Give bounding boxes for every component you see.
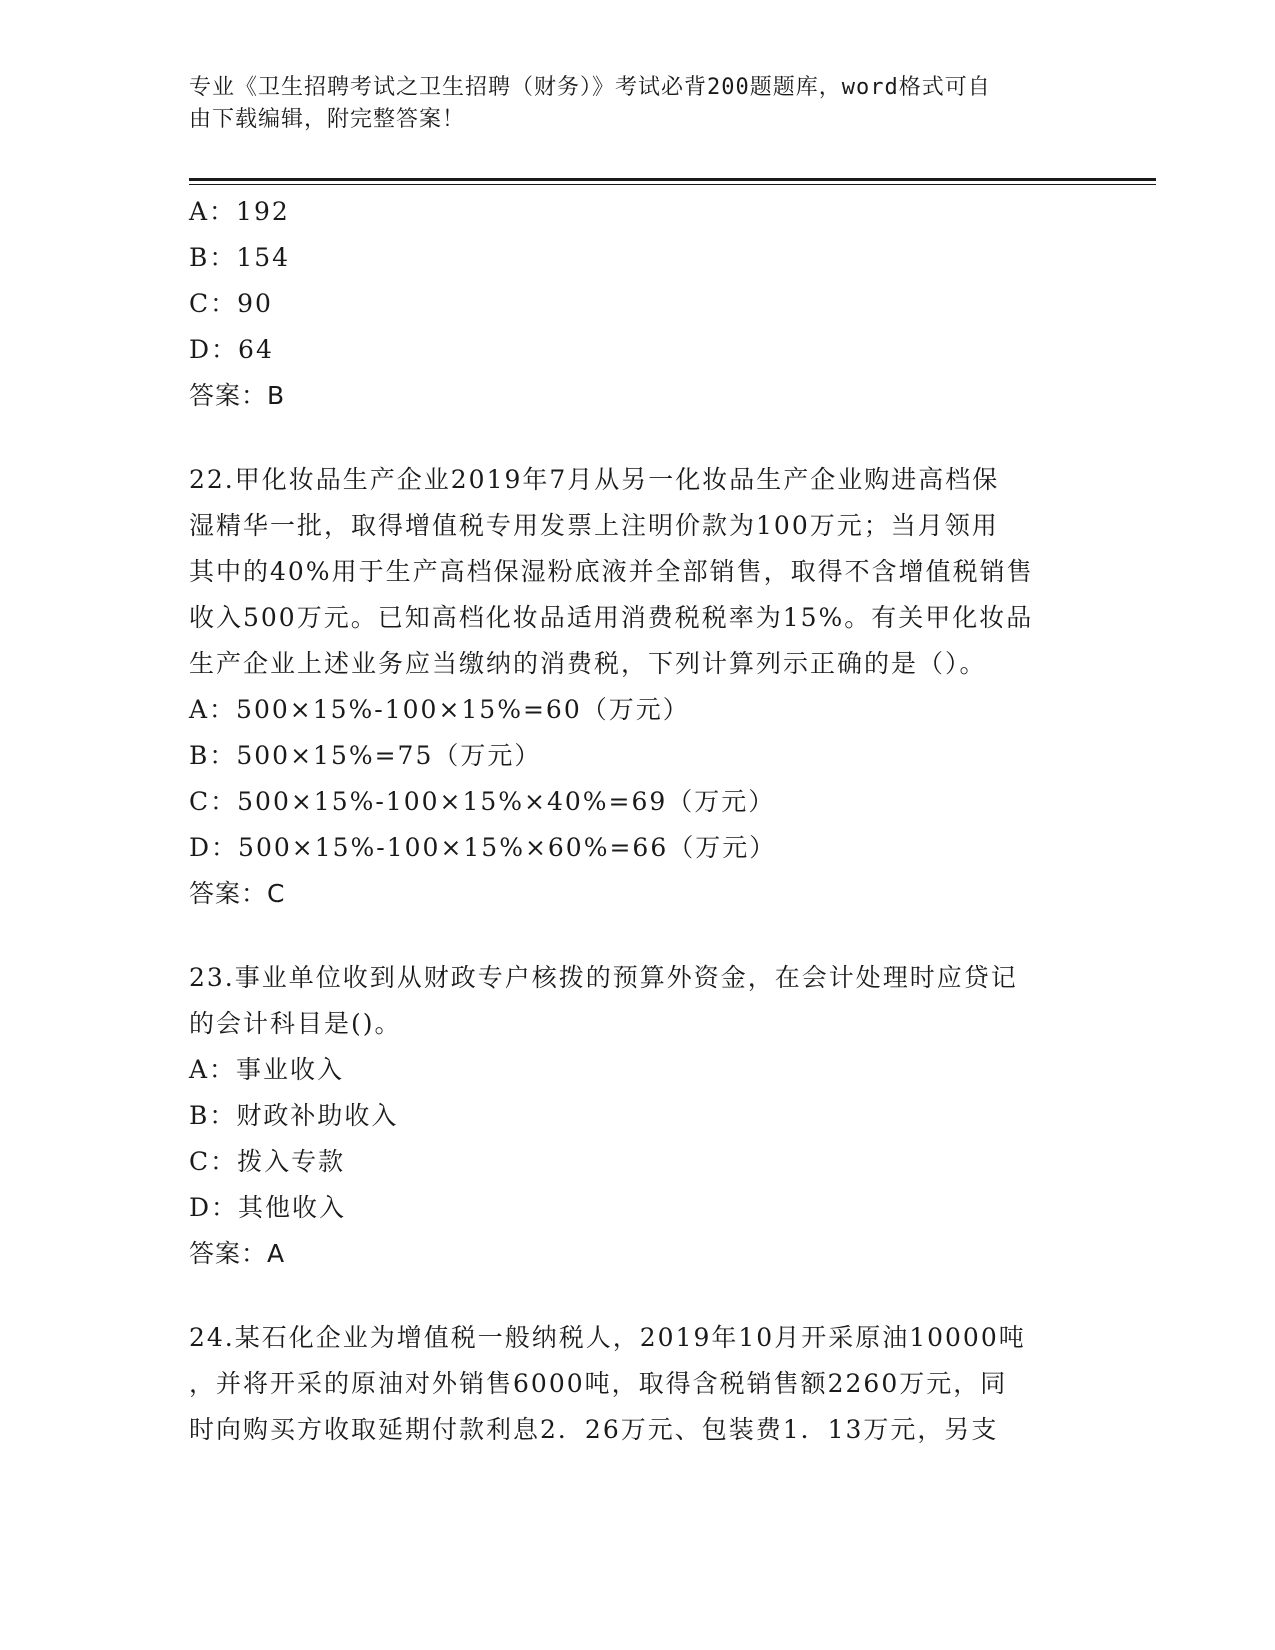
option-b: B：154 xyxy=(189,243,291,272)
option-a: A：事业收入 xyxy=(189,1055,345,1084)
option-a: A：500×15%-100×15%=60（万元） xyxy=(189,695,690,724)
question-list xyxy=(189,189,1089,1453)
answer-line: 答案：B xyxy=(189,381,286,410)
answer-line: 答案：A xyxy=(189,1239,286,1268)
question-block-23 xyxy=(189,955,1089,1277)
option-b: B：财政补助收入 xyxy=(189,1101,399,1130)
question-text-line: 的会计科目是()。 xyxy=(189,1009,402,1038)
option-a: A：192 xyxy=(189,197,290,226)
spacer xyxy=(189,917,1089,955)
answer-line: 答案：C xyxy=(189,879,286,908)
question-text-line: 湿精华一批，取得增值税专用发票上注明价款为100万元；当月领用 xyxy=(189,511,999,540)
option-c: C：500×15%-100×15%×40%=69（万元） xyxy=(189,787,776,816)
question-text-line: ，并将开采的原油对外销售6000吨，取得含税销售额2260万元，同 xyxy=(189,1369,1008,1398)
question-text-line: 其中的40%用于生产高档保湿粉底液并全部销售，取得不含增值税销售 xyxy=(189,557,1034,586)
question-text-line: 22.甲化妆品生产企业2019年7月从另一化妆品生产企业购进高档保 xyxy=(189,465,1000,494)
question-text-line: 23.事业单位收到从财政专户核拨的预算外资金，在会计处理时应贷记 xyxy=(189,963,1018,992)
option-d: D：其他收入 xyxy=(189,1193,347,1222)
option-b: B：500×15%=75（万元） xyxy=(189,741,542,770)
spacer xyxy=(189,1277,1089,1315)
spacer xyxy=(189,419,1089,457)
option-d: D：500×15%-100×15%×60%=66（万元） xyxy=(189,833,777,862)
question-text-line: 收入500万元。已知高档化妆品适用消费税税率为15%。有关甲化妆品 xyxy=(189,603,1034,632)
question-text-line: 生产企业上述业务应当缴纳的消费税，下列计算列示正确的是（）。 xyxy=(189,649,987,678)
header-line-1: 专业《卫生招聘考试之卫生招聘（财务）》考试必背200题题库，word格式可自 xyxy=(189,75,991,100)
option-d: D：64 xyxy=(189,335,274,364)
question-block-21 xyxy=(189,189,1089,419)
option-c: C：90 xyxy=(189,289,273,318)
header-line-2: 由下载编辑，附完整答案！ xyxy=(189,107,466,132)
question-text-line: 24.某石化企业为增值税一般纳税人，2019年10月开采原油10000吨 xyxy=(189,1323,1026,1352)
question-block-24 xyxy=(189,1315,1089,1453)
header-divider-thin xyxy=(189,184,1156,185)
header-divider-thick xyxy=(189,178,1156,181)
option-c: C：拨入专款 xyxy=(189,1147,346,1176)
question-block-22 xyxy=(189,457,1089,917)
document-header xyxy=(189,72,1089,136)
question-text-line: 时向购买方收取延期付款利息2．26万元、包装费1．13万元，另支 xyxy=(189,1415,999,1444)
